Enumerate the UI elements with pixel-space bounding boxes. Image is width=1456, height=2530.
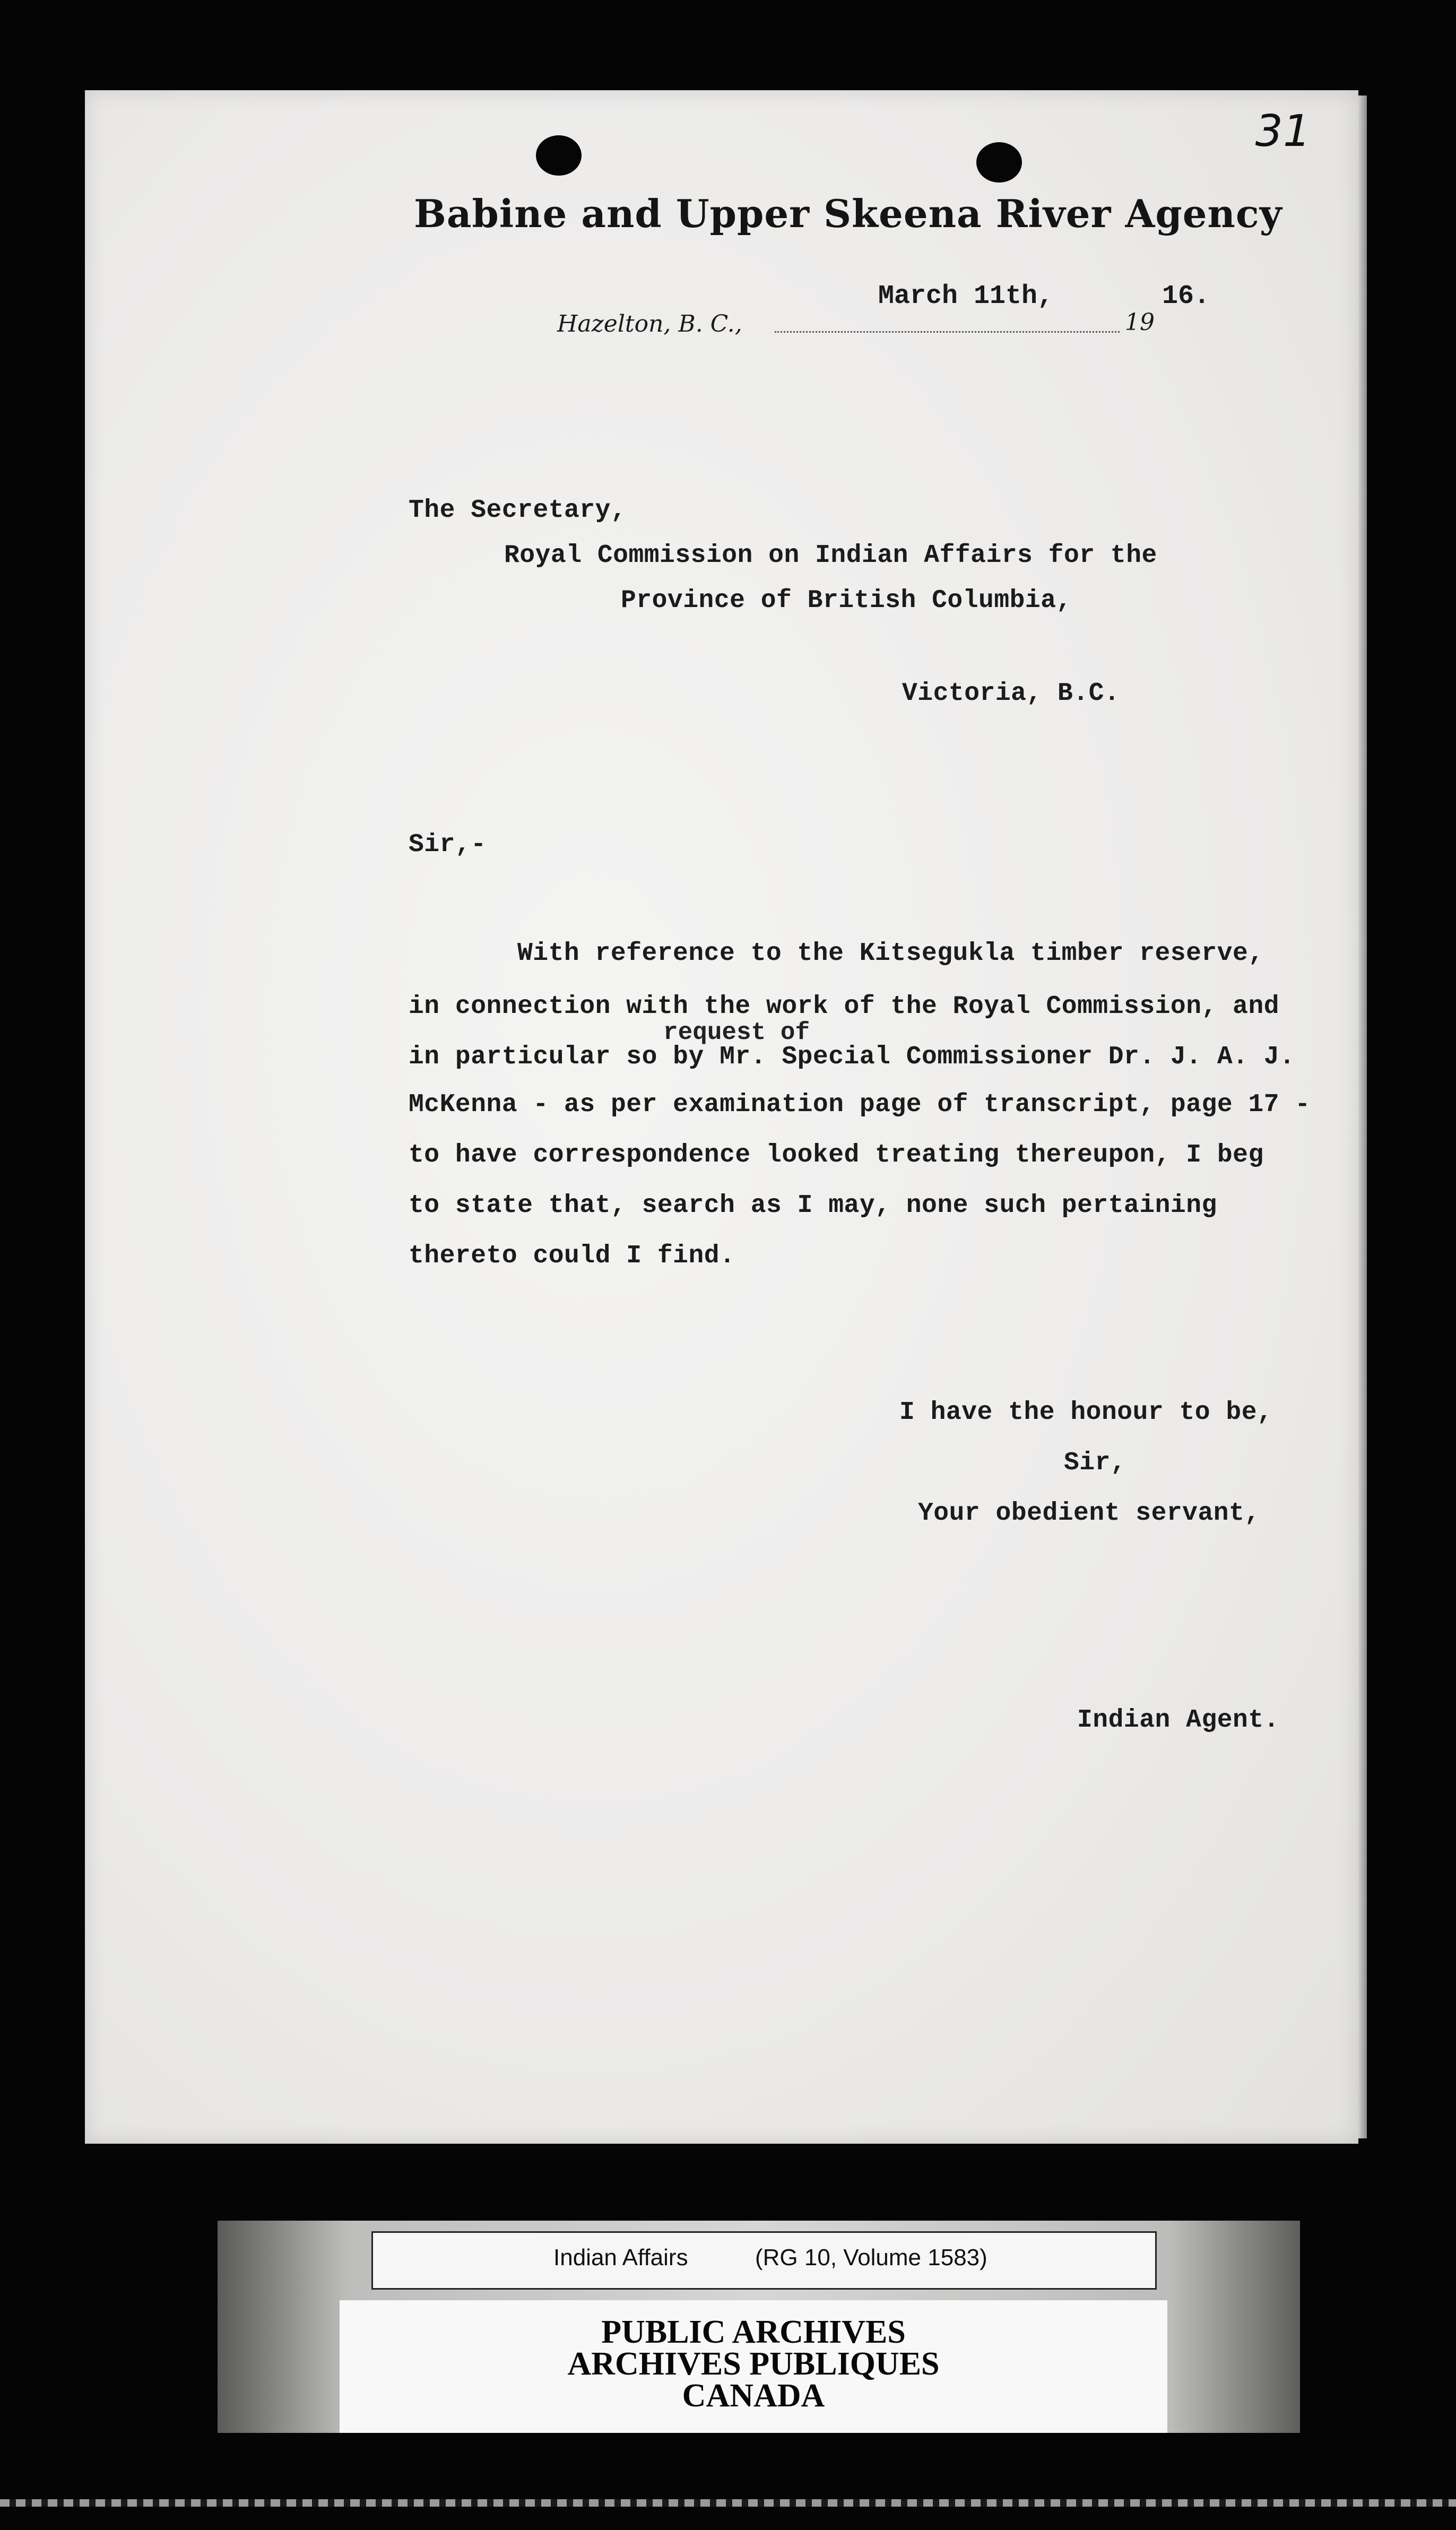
body-line: McKenna - as per examination page of transcript, page 17 - xyxy=(409,1090,1311,1119)
body-line: in connection with the work of the Royal Commission, and xyxy=(409,992,1280,1021)
page-edge xyxy=(1358,96,1367,2138)
archive-stamp xyxy=(340,2300,1167,2433)
archive-series: Indian Affairs xyxy=(553,2245,688,2271)
archive-volume: (RG 10, Volume 1583) xyxy=(755,2245,987,2271)
date-rule xyxy=(775,331,1120,333)
closing-line: I have the honour to be, xyxy=(899,1398,1273,1427)
dateline-date: March 11th, xyxy=(878,281,1054,311)
body-line: in particular so by Mr. Special Commissioner Dr. J. A. J. xyxy=(409,1043,1295,1071)
letter-page xyxy=(85,90,1358,2144)
body-line: thereto could I find. xyxy=(409,1242,735,1270)
closing-line: Your obedient servant, xyxy=(918,1499,1260,1528)
dateline-year-suffix: 16. xyxy=(1162,281,1210,311)
stamp-line: PUBLIC ARCHIVES xyxy=(601,2314,906,2350)
signature-title: Indian Agent. xyxy=(1077,1706,1279,1735)
body-line: to have correspondence looked treating thereupon, I beg xyxy=(409,1141,1264,1169)
dateline-year-prefix: 19 xyxy=(1125,309,1155,336)
punch-hole-right xyxy=(976,142,1022,183)
film-sprocket-strip xyxy=(0,2499,1456,2507)
letterhead: Babine and Upper Skeena River Agency xyxy=(414,191,1282,236)
dateline-place: Hazelton, B. C., xyxy=(557,310,742,337)
closing-line: Sir, xyxy=(1064,1449,1126,1477)
body-line: With reference to the Kitsegukla timber reserve, xyxy=(517,939,1264,968)
stamp-line: ARCHIVES PUBLIQUES xyxy=(567,2346,940,2382)
dateline xyxy=(557,281,1300,340)
punch-hole-left xyxy=(536,135,582,176)
salutation: Sir,- xyxy=(409,830,487,859)
stamp-line: CANADA xyxy=(682,2378,825,2414)
recipient-line: The Secretary, xyxy=(409,496,627,525)
body-line: to state that, search as I may, none such pertaining xyxy=(409,1191,1217,1220)
recipient-line: Province of British Columbia, xyxy=(621,586,1072,615)
recipient-line: Royal Commission on Indian Affairs for the xyxy=(504,541,1157,570)
body-interlineation: request of xyxy=(663,1019,810,1046)
page-number: 31 xyxy=(1255,106,1311,157)
archive-label xyxy=(371,2231,1157,2290)
recipient-line: Victoria, B.C. xyxy=(902,679,1120,708)
